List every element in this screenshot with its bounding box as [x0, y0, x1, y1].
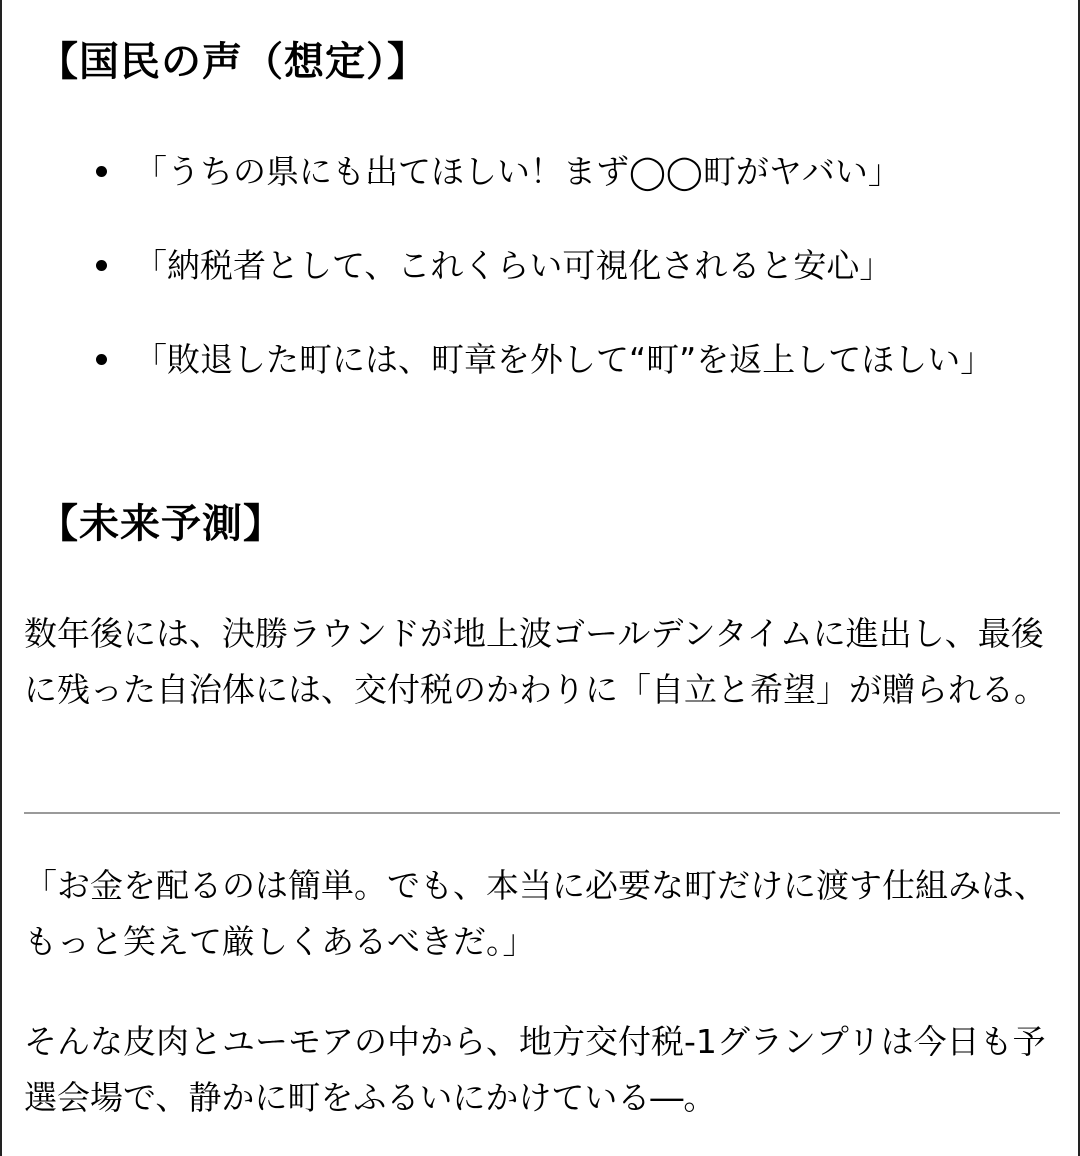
list-item [96, 332, 1060, 388]
section-heading-future-prediction: 【未来予測】 [38, 501, 284, 547]
list-item [96, 238, 1060, 294]
voice-text: 「納税者として、これくらい可視化されると安心」 [134, 246, 893, 285]
bullet-icon [96, 260, 107, 271]
voice-text: 「敗退した町には、町章を外して“町”を返上してほしい」 [134, 340, 994, 379]
horizontal-divider [24, 812, 1060, 814]
closing-paragraph: そんな皮肉とユーモアの中から、地方交付税-1グランプリは今日も予選会場で、静かに町をふるいにかけている―。 [24, 1022, 1046, 1117]
future-prediction-paragraph: 数年後には、決勝ラウンドが地上波ゴールデンタイムに進出し、最後に残った自治体には、交付税のかわりに「自立と希望」が贈られる。 [24, 614, 1047, 709]
section-heading-public-voices: 【国民の声（想定）】 [38, 39, 428, 85]
voice-text: 「うちの県にも出てほしい！まず◯◯町がヤバい」 [134, 152, 901, 191]
bullet-icon [96, 166, 107, 177]
public-voices-list [96, 144, 1060, 426]
bullet-icon [96, 354, 107, 365]
list-item [96, 144, 1060, 200]
quote-paragraph: 「お金を配るのは簡単。でも、本当に必要な町だけに渡す仕組みは、もっと笑えて厳しくあるべきだ。」 [24, 866, 1047, 961]
